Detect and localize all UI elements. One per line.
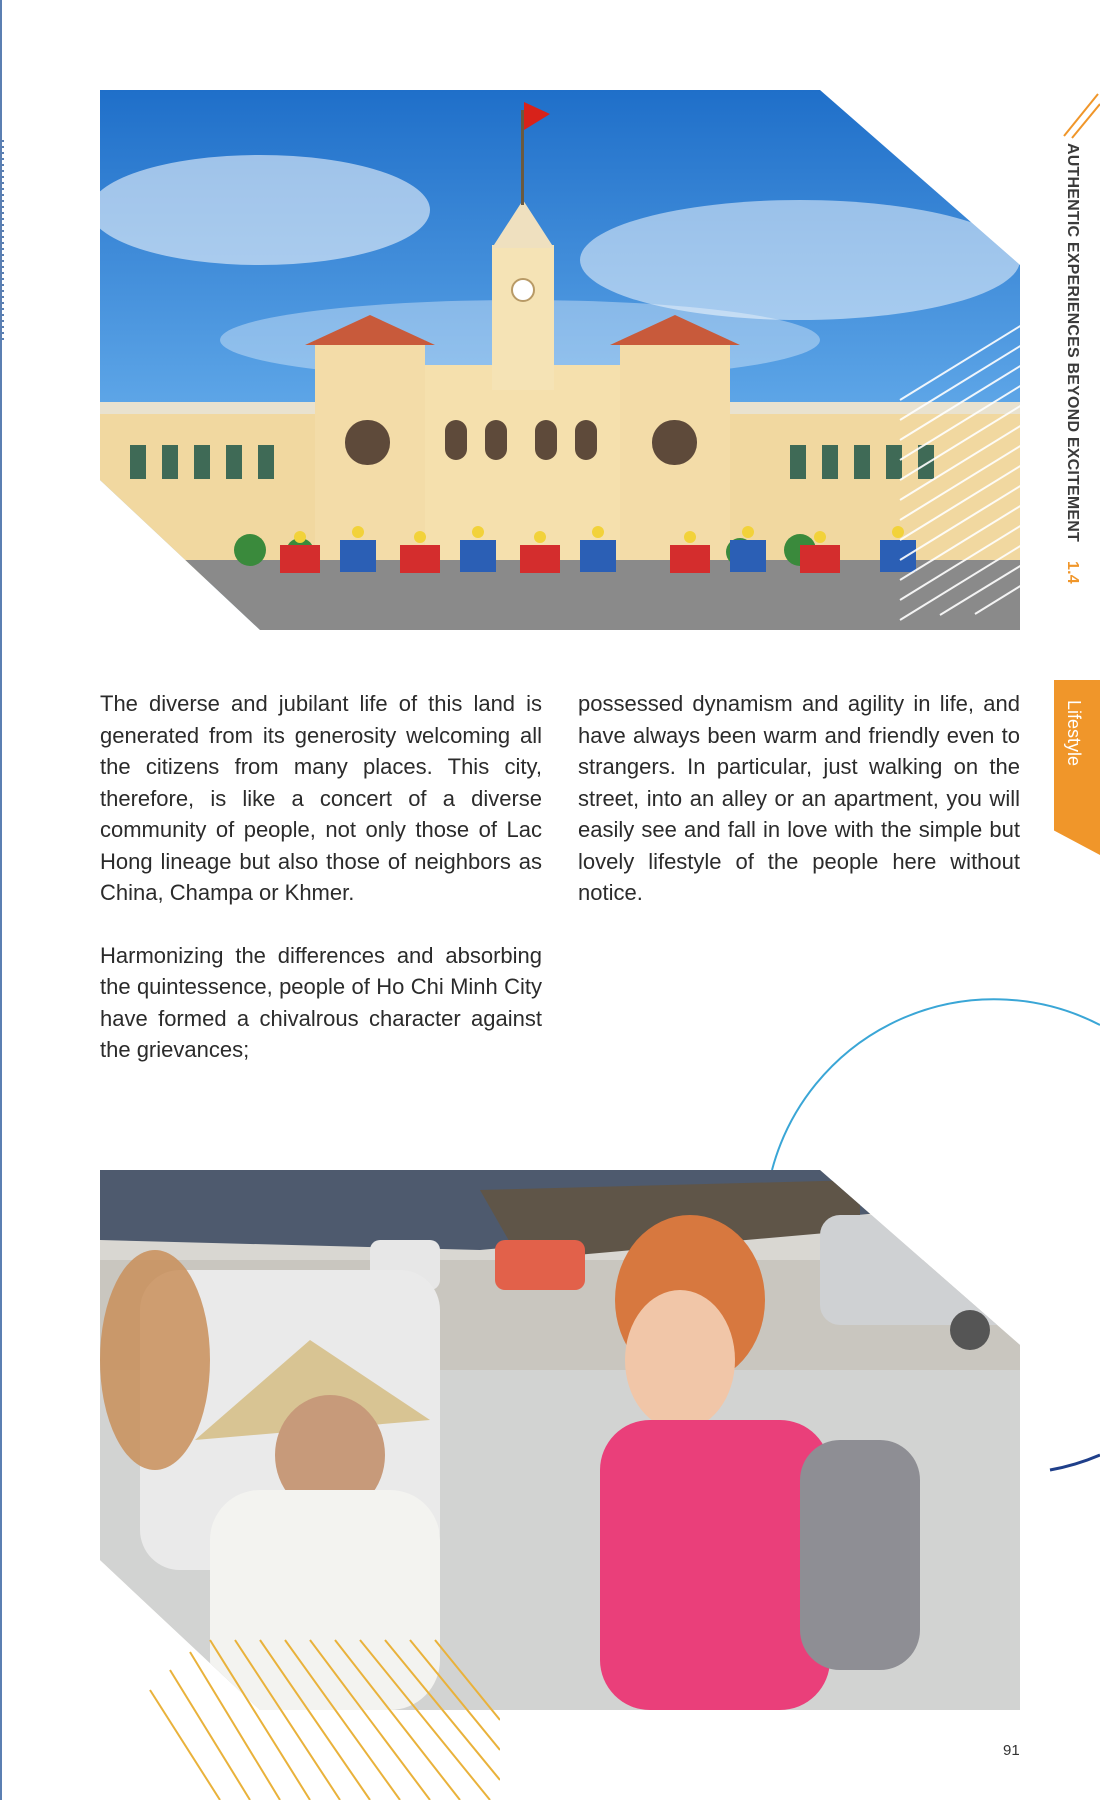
section-number: 1.4 xyxy=(1064,560,1081,584)
street-vendor-photo xyxy=(100,1170,1020,1710)
lifestyle-tab-label: Lifestyle xyxy=(1064,700,1084,767)
paragraph: The diverse and jubilant life of this land is generated from its generosity welcoming all the citizens from many places. This city, therefore, is like a concert of a diverse community of people, not only those of Lac Hong lineage but also those of neighbors as China, Champa or Khmer. xyxy=(100,691,542,905)
paragraph: possessed dynamism and agility in life, and have always been warm and friendly even to strangers. In particular, just walking on the street, into an alley or an apartment, you will easily see and fall in love with the simple but lovely lifestyle of the people here without notice. xyxy=(578,691,1020,905)
section-heading-text: AUTHENTIC EXPERIENCES BEYOND EXCITEMENT xyxy=(1064,143,1081,542)
text-column-right xyxy=(578,688,1020,940)
left-margin-ticks xyxy=(0,140,4,340)
page-number: 91 xyxy=(1003,1742,1020,1759)
section-heading-vertical xyxy=(1057,143,1081,673)
text-column-left xyxy=(100,688,542,1097)
gold-stripes-decoration xyxy=(140,1630,500,1800)
tab-accent-lines xyxy=(1060,90,1100,140)
white-stripes-decoration xyxy=(880,310,1030,630)
paragraph: Harmonizing the differences and absorbing the quintessence, people of Ho Chi Minh City have formed a chivalrous character against the grievances; xyxy=(100,942,542,1062)
